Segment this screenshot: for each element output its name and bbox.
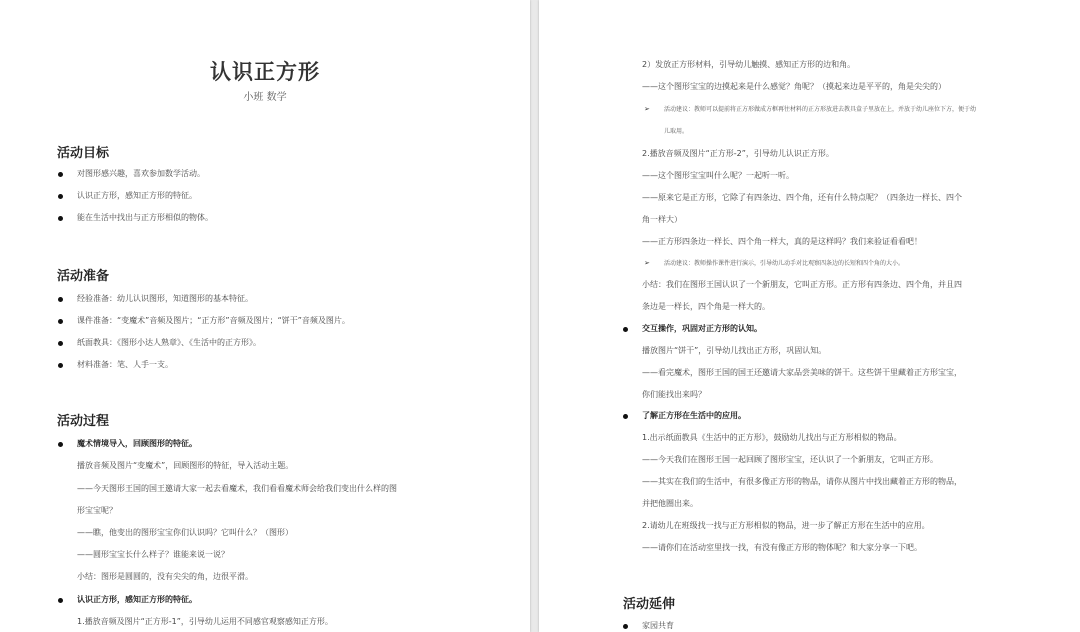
bullet-icon: [623, 327, 628, 332]
document-title: 认识正方形: [210, 60, 320, 84]
section-heading-goals: 活动目标: [57, 146, 110, 161]
process-line: 2.请幼儿在班级找一找与正方形相似的物品，进一步了解正方形在生活中的应用。: [642, 521, 930, 530]
section-heading-extension: 活动延伸: [623, 597, 676, 612]
arrow-bullet-icon: ➢: [644, 259, 650, 267]
prep-item: 材料准备：笔、人手一支。: [77, 360, 173, 369]
goal-item: 能在生活中找出与正方形相似的物体。: [77, 213, 213, 222]
process-line: ——请你们在活动室里找一找，有没有像正方形的物体呢？和大家分享一下吧。: [642, 543, 922, 552]
extension-item: 家园共育: [642, 621, 674, 630]
process-line: ——这个图形宝宝的边摸起来是什么感觉？角呢？（摸起来边是平平的，角是尖尖的）: [642, 82, 946, 91]
process-line: ——圆形宝宝长什么样子？谁能来说一说？: [77, 550, 229, 559]
process-line: 1.播放音频及图片“正方形-1”，引导幼儿运用不同感官观察感知正方形。: [77, 617, 333, 626]
process-line: ——今天我们在图形王国一起回顾了图形宝宝，还认识了一个新朋友，它叫正方形。: [642, 455, 938, 464]
process-line: ——看完魔术，图形王国的国王还邀请大家品尝美味的饼干。这些饼干里藏着正方形宝宝，: [642, 368, 962, 377]
process-line: ——今天图形王国的国王邀请大家一起去看魔术，我们看看魔术师会给我们变出什么样的图: [77, 484, 397, 493]
process-step-title: 魔术情境导入，回顾图形的特征。: [77, 439, 197, 448]
summary-line: 条边是一样长，四个角是一样大的。: [642, 302, 770, 311]
bullet-icon: [58, 297, 63, 302]
activity-tip: 儿取用。: [664, 128, 689, 135]
process-line: ——其实在我们的生活中，有很多像正方形的物品，请你从图片中找出藏着正方形的物品，: [642, 477, 962, 486]
goal-item: 认识正方形，感知正方形的特征。: [77, 191, 197, 200]
prep-item: 纸面教具：《图形小达人熟章》、《生活中的正方形》。: [77, 338, 261, 347]
process-line: ——正方形四条边一样长、四个角一样大，真的是这样吗？我们来验证看看吧！: [642, 237, 922, 246]
document-page-left: [0, 0, 530, 632]
bullet-icon: [58, 598, 63, 603]
process-line: ——瞧，他变出的图形宝宝你们认识吗？它叫什么？（图形）: [77, 528, 293, 537]
process-line: 2.播放音频及图片“正方形-2”，引导幼儿认识正方形。: [642, 149, 834, 158]
bullet-icon: [58, 319, 63, 324]
process-line: 并把他圈出来。: [642, 499, 698, 508]
section-heading-prep: 活动准备: [57, 269, 110, 284]
process-step-title: 交互操作，巩固对正方形的认知。: [642, 324, 762, 333]
prep-item: 经验准备：幼儿认识图形，知道图形的基本特征。: [77, 294, 253, 303]
process-line: ——原来它是正方形，它除了有四条边、四个角，还有什么特点呢？（四条边一样长、四个: [642, 193, 962, 202]
process-step-title: 认识正方形，感知正方形的特征。: [77, 595, 197, 604]
bullet-icon: [623, 624, 628, 629]
bullet-icon: [58, 194, 63, 199]
section-heading-process: 活动过程: [57, 414, 110, 429]
process-line: 你们能找出来吗？: [642, 390, 706, 399]
bullet-icon: [58, 341, 63, 346]
process-line: 小结：图形是圆圆的，没有尖尖的角，边很平滑。: [77, 572, 253, 581]
activity-tip: 活动建议：教师可以提前将正方形做成方框再往材料的正方形放进去教具盒子里放在上，并放于幼儿座位下方，便于幼: [664, 106, 977, 113]
process-line: 2）发放正方形材料，引导幼儿触摸、感知正方形的边和角。: [642, 60, 856, 69]
document-subtitle: 小班 数学: [243, 92, 287, 103]
process-line: 形宝宝呢？: [77, 506, 117, 515]
bullet-icon: [58, 442, 63, 447]
summary-line: 小结：我们在图形王国认识了一个新朋友，它叫正方形。正方形有四条边、四个角，并且四: [642, 280, 962, 289]
process-line: ——这个图形宝宝叫什么呢？一起听一听。: [642, 171, 794, 180]
bullet-icon: [623, 414, 628, 419]
bullet-icon: [58, 172, 63, 177]
arrow-bullet-icon: ➢: [644, 105, 650, 113]
document-page-right: [539, 0, 1080, 632]
bullet-icon: [58, 363, 63, 368]
goal-item: 对图形感兴趣，喜欢参加数学活动。: [77, 169, 205, 178]
process-step-title: 了解正方形在生活中的应用。: [642, 411, 746, 420]
bullet-icon: [58, 216, 63, 221]
process-line: 播放音频及图片“变魔术”，回顾图形的特征，导入活动主题。: [77, 461, 294, 470]
process-line: 角一样大）: [642, 215, 682, 224]
process-line: 播放图片“饼干”，引导幼儿找出正方形，巩固认知。: [642, 346, 827, 355]
prep-item: 课件准备：“变魔术”音频及图片；“正方形”音频及图片；“饼干”音频及图片。: [77, 316, 350, 325]
activity-tip: 活动建议：教师操作课件进行演示，引导幼儿动手对比观察四条边的长短和四个角的大小。: [664, 260, 905, 267]
process-line: 1.出示纸面教具《生活中的正方形》，鼓励幼儿找出与正方形相似的物品。: [642, 433, 902, 442]
